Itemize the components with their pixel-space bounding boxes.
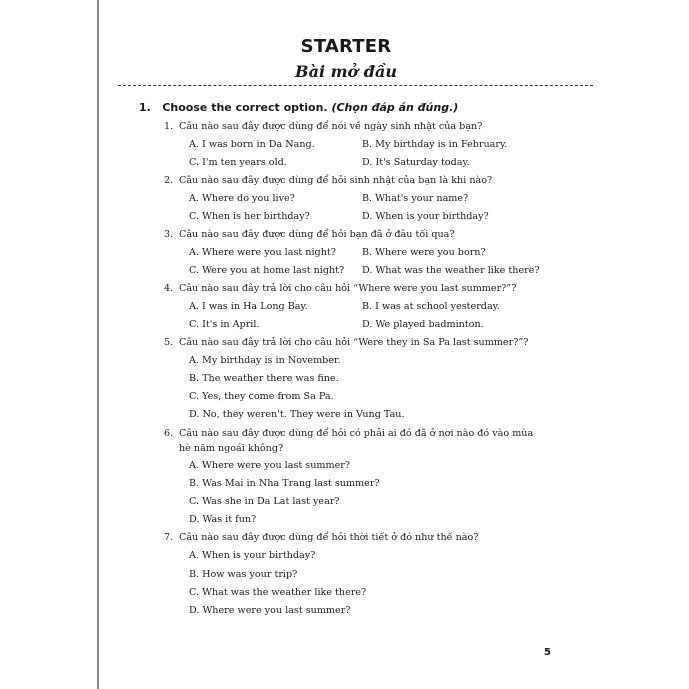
option: B. Was Mai in Nha Trang last summer? — [189, 478, 380, 489]
page-number: 5 — [544, 647, 551, 658]
page-subtitle: Bài mở đầu — [295, 62, 397, 81]
option: D. Where were you last summer? — [189, 605, 351, 616]
option: D. Was it fun? — [189, 514, 257, 525]
option: C. Were you at home last night? — [189, 265, 345, 276]
page-title: STARTER — [300, 36, 392, 57]
exercise-heading — [139, 101, 458, 114]
question-text: Câu nào sau đây được dùng để hỏi bạn đã ở đâu tối qua? — [179, 229, 455, 240]
question-number: 5. — [164, 337, 174, 348]
question-text: Câu nào sau đây trả lời cho câu hỏi “Were they in Sa Pa last summer?”? — [179, 337, 529, 348]
option: A. I was born in Da Nang. — [189, 139, 315, 150]
exercise-instruction-vi: (Chọn đáp án đúng.) — [331, 101, 459, 114]
question-number: 1. — [164, 121, 174, 132]
option: B. How was your trip? — [189, 569, 298, 580]
option: A. Where were you last summer? — [189, 460, 351, 471]
option: C. When is her birthday? — [189, 211, 310, 222]
option: C. It's in April. — [189, 319, 260, 330]
option: A. When is your birthday? — [189, 550, 316, 561]
option: A. I was in Ha Long Bay. — [189, 301, 308, 312]
option: D. It's Saturday today. — [362, 157, 470, 168]
option: B. What's your name? — [362, 193, 469, 204]
option: D. When is your birthday? — [362, 211, 489, 222]
question-number: 2. — [164, 175, 174, 186]
question-text: Câu nào sau đây được dùng để hỏi có phải ai đó đã ở nơi nào đó vào mùa — [179, 428, 534, 439]
dashed-divider — [118, 85, 593, 86]
option: A. My birthday is in November. — [189, 355, 341, 366]
option: C. Yes, they come from Sa Pa. — [189, 391, 334, 402]
question-text: Câu nào sau đây được dùng để hỏi thời tiết ở đó như thế nào? — [179, 532, 479, 543]
question-text: Câu nào sau đây được dùng để hỏi sinh nhật của bạn là khi nào? — [179, 175, 493, 186]
question-number: 4. — [164, 283, 174, 294]
exercise-instruction: Choose the correct option. — [162, 101, 328, 114]
option: C. I'm ten years old. — [189, 157, 287, 168]
exercise-number: 1. — [139, 101, 151, 114]
option: B. Where were you born? — [362, 247, 486, 258]
option: C. What was the weather like there? — [189, 587, 367, 598]
question-number: 6. — [164, 428, 174, 439]
option: B. My birthday is in February. — [362, 139, 508, 150]
option: D. We played badminton. — [362, 319, 484, 330]
question-text: Câu nào sau đây trả lời cho câu hỏi “Where were you last summer?”? — [179, 283, 517, 294]
question-text: Câu nào sau đây được dùng để nói về ngày sinh nhật của bạn? — [179, 121, 483, 132]
book-page — [97, 0, 593, 689]
option: A. Where do you live? — [189, 193, 295, 204]
option: B. I was at school yesterday. — [362, 301, 500, 312]
question-number: 7. — [164, 532, 174, 543]
option: D. No, they weren't. They were in Vung Tau. — [189, 409, 405, 420]
option: A. Where were you last night? — [189, 247, 336, 258]
option: D. What was the weather like there? — [362, 265, 540, 276]
question-text-continued: hè năm ngoái không? — [179, 443, 284, 454]
option: B. The weather there was fine. — [189, 373, 339, 384]
option: C. Was she in Da Lat last year? — [189, 496, 340, 507]
question-number: 3. — [164, 229, 174, 240]
